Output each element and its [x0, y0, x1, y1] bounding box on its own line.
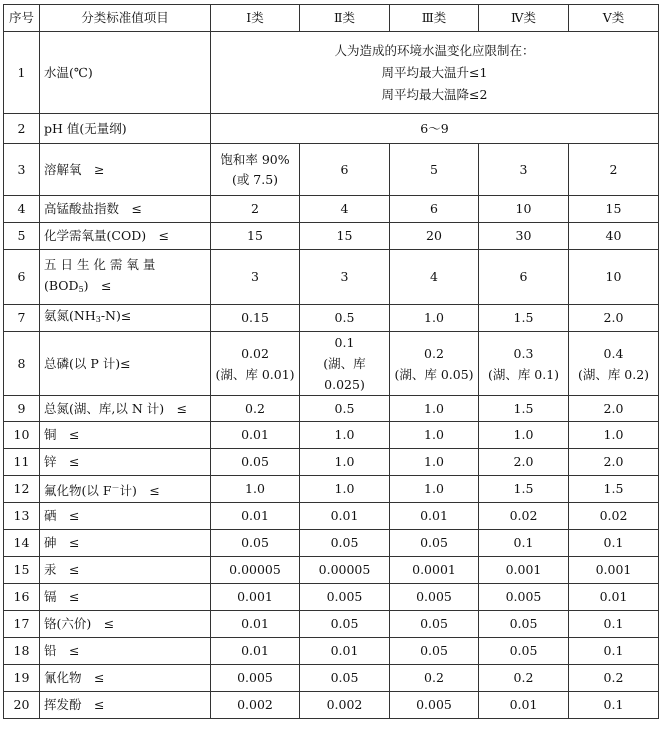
item-name: 总磷(以 P 计)≤	[40, 332, 211, 396]
item-name: 氰化物 ≤	[40, 665, 211, 692]
row-number: 5	[4, 223, 40, 250]
class-3-value: 0.05	[390, 530, 479, 557]
class-2-value: 0.01	[300, 638, 390, 665]
class-3-value: 0.0001	[390, 557, 479, 584]
table-row	[4, 32, 659, 114]
class-3-value: 1.0	[390, 396, 479, 422]
item-name: pH 值(无量纲)	[40, 114, 211, 144]
class-2-value: 0.5	[300, 396, 390, 422]
class-1-value: 0.001	[211, 584, 300, 611]
class-5-value: 1.0	[569, 422, 659, 449]
item-name: 高锰酸盐指数 ≤	[40, 196, 211, 223]
row-number: 3	[4, 144, 40, 196]
item-name	[40, 476, 211, 503]
class-2-value: 3	[300, 250, 390, 305]
class-4-value: 0.02	[479, 503, 569, 530]
table-row	[4, 305, 659, 332]
class-4-value	[479, 332, 569, 396]
header-item: 分类标准值项目	[40, 5, 211, 32]
class-5-value: 2.0	[569, 305, 659, 332]
class-3-value: 1.0	[390, 476, 479, 503]
class-3-value: 0.005	[390, 692, 479, 719]
table-row	[4, 611, 659, 638]
class-4-value: 6	[479, 250, 569, 305]
class-5-value: 0.1	[569, 611, 659, 638]
table-row	[4, 692, 659, 719]
class-5-value: 2	[569, 144, 659, 196]
item-name: 锌 ≤	[40, 449, 211, 476]
item-name-line: 五 日 生 化 需 氧 量	[44, 257, 156, 272]
class-4-value: 30	[479, 223, 569, 250]
row-number: 13	[4, 503, 40, 530]
class-4-value: 0.01	[479, 692, 569, 719]
class-2-value: 0.00005	[300, 557, 390, 584]
class-4-value: 0.001	[479, 557, 569, 584]
table-row	[4, 449, 659, 476]
item-name: 化学需氧量(COD) ≤	[40, 223, 211, 250]
class-1-value: 2	[211, 196, 300, 223]
item-name	[40, 250, 211, 305]
class-1-value: 0.05	[211, 449, 300, 476]
item-name: 溶解氧 ≥	[40, 144, 211, 196]
header-class-1: Ⅰ类	[211, 5, 300, 32]
value-line: 饱和率 90%	[220, 151, 290, 167]
item-name-part: (BOD	[44, 278, 79, 293]
class-5-value: 1.5	[569, 476, 659, 503]
class-4-value: 0.005	[479, 584, 569, 611]
table-row	[4, 223, 659, 250]
value-line: (湖、库 0.05)	[394, 366, 474, 382]
class-3-value: 20	[390, 223, 479, 250]
item-name: 铬(六价) ≤	[40, 611, 211, 638]
row-number: 7	[4, 305, 40, 332]
class-5-value: 0.2	[569, 665, 659, 692]
table-row	[4, 196, 659, 223]
class-1-value: 3	[211, 250, 300, 305]
class-1-value: 1.0	[211, 476, 300, 503]
class-5-value: 0.02	[569, 503, 659, 530]
class-1-value	[211, 144, 300, 196]
item-name: 总氮(湖、库,以 N 计) ≤	[40, 396, 211, 422]
row-number: 8	[4, 332, 40, 396]
class-1-value: 0.01	[211, 422, 300, 449]
value-line: (湖、库 0.2)	[577, 366, 650, 382]
class-5-value: 2.0	[569, 396, 659, 422]
class-3-value	[390, 332, 479, 396]
item-name: 水温(℃)	[40, 32, 211, 114]
class-5-value: 0.001	[569, 557, 659, 584]
table-row	[4, 530, 659, 557]
class-3-value: 1.0	[390, 305, 479, 332]
class-2-value: 0.01	[300, 503, 390, 530]
class-2-value: 0.05	[300, 530, 390, 557]
class-4-value: 0.1	[479, 530, 569, 557]
class-4-value: 0.05	[479, 611, 569, 638]
value-line: (湖、库 0.01)	[215, 366, 295, 382]
class-2-value	[300, 332, 390, 396]
water-quality-standard-table	[3, 4, 659, 719]
value-line: 人为造成的环境水温变化应限制在：	[334, 42, 535, 58]
row-number: 1	[4, 32, 40, 114]
row-number: 17	[4, 611, 40, 638]
class-1-value: 15	[211, 223, 300, 250]
class-3-value: 5	[390, 144, 479, 196]
value-line: 0.3	[513, 345, 534, 361]
class-3-value: 1.0	[390, 449, 479, 476]
value-line: 0.2	[424, 345, 444, 361]
class-4-value: 2.0	[479, 449, 569, 476]
class-2-value: 1.0	[300, 422, 390, 449]
row-number: 10	[4, 422, 40, 449]
value-line: 周平均最大温降≤2	[381, 86, 488, 102]
row-number: 2	[4, 114, 40, 144]
superscript: －	[111, 482, 120, 492]
merged-value-cell	[211, 32, 659, 114]
row-number: 15	[4, 557, 40, 584]
class-4-value: 0.2	[479, 665, 569, 692]
row-number: 18	[4, 638, 40, 665]
class-2-value: 1.0	[300, 476, 390, 503]
table-row	[4, 557, 659, 584]
value-line: (或 7.5)	[231, 171, 279, 187]
class-3-value: 0.05	[390, 611, 479, 638]
table-row	[4, 665, 659, 692]
item-name: 铜 ≤	[40, 422, 211, 449]
class-2-value: 6	[300, 144, 390, 196]
class-3-value: 0.01	[390, 503, 479, 530]
class-3-value: 0.05	[390, 638, 479, 665]
class-3-value: 6	[390, 196, 479, 223]
class-4-value: 1.0	[479, 422, 569, 449]
value-line: 0.4	[603, 345, 624, 361]
class-5-value: 2.0	[569, 449, 659, 476]
class-5-value: 40	[569, 223, 659, 250]
class-1-value: 0.01	[211, 611, 300, 638]
class-4-value: 3	[479, 144, 569, 196]
class-5-value: 15	[569, 196, 659, 223]
header-class-4: Ⅳ类	[479, 5, 569, 32]
row-number: 14	[4, 530, 40, 557]
item-name: 镉 ≤	[40, 584, 211, 611]
table-row	[4, 250, 659, 305]
class-5-value: 0.1	[569, 638, 659, 665]
row-number: 6	[4, 250, 40, 305]
row-number: 12	[4, 476, 40, 503]
class-1-value: 0.01	[211, 638, 300, 665]
class-4-value: 0.05	[479, 638, 569, 665]
class-4-value: 1.5	[479, 305, 569, 332]
header-row	[4, 5, 659, 32]
table-row	[4, 144, 659, 196]
header-class-5: Ⅴ类	[569, 5, 659, 32]
class-1-value: 0.01	[211, 503, 300, 530]
class-5-value: 0.1	[569, 530, 659, 557]
value-line: 0.02	[241, 345, 269, 361]
item-name: 铅 ≤	[40, 638, 211, 665]
value-line: (湖、库 0.1)	[487, 366, 560, 382]
class-1-value: 0.002	[211, 692, 300, 719]
class-4-value: 1.5	[479, 396, 569, 422]
item-name	[40, 305, 211, 332]
header-class-2: Ⅱ类	[300, 5, 390, 32]
class-5-value: 0.1	[569, 692, 659, 719]
item-name: 挥发酚 ≤	[40, 692, 211, 719]
class-2-value: 0.05	[300, 665, 390, 692]
item-name-part: 计) ≤	[119, 482, 160, 498]
table-row	[4, 503, 659, 530]
subscript: 5	[78, 285, 84, 294]
table-row	[4, 114, 659, 144]
table-row	[4, 638, 659, 665]
row-number: 20	[4, 692, 40, 719]
item-name-part: -N)≤	[100, 308, 132, 323]
item-name: 硒 ≤	[40, 503, 211, 530]
class-2-value: 0.005	[300, 584, 390, 611]
header-class-3: Ⅲ类	[390, 5, 479, 32]
value-line: (湖、库 0.025)	[323, 356, 366, 392]
class-5-value	[569, 332, 659, 396]
class-3-value: 4	[390, 250, 479, 305]
class-4-value: 10	[479, 196, 569, 223]
header-no: 序号	[4, 5, 40, 32]
class-1-value: 0.00005	[211, 557, 300, 584]
table-row	[4, 332, 659, 396]
class-5-value: 10	[569, 250, 659, 305]
class-5-value: 0.01	[569, 584, 659, 611]
item-name: 砷 ≤	[40, 530, 211, 557]
table-row	[4, 422, 659, 449]
class-1-value: 0.15	[211, 305, 300, 332]
item-name-part: ) ≤	[83, 278, 112, 293]
class-2-value: 15	[300, 223, 390, 250]
class-3-value: 0.2	[390, 665, 479, 692]
class-1-value: 0.05	[211, 530, 300, 557]
class-3-value: 0.005	[390, 584, 479, 611]
item-name-line	[44, 275, 206, 300]
class-3-value: 1.0	[390, 422, 479, 449]
class-1-value: 0.005	[211, 665, 300, 692]
value-line: 0.1	[334, 335, 355, 350]
merged-value-cell: 6～9	[211, 114, 659, 144]
class-4-value: 1.5	[479, 476, 569, 503]
row-number: 4	[4, 196, 40, 223]
item-name-part: 氨氮(NH	[44, 308, 96, 323]
class-1-value	[211, 332, 300, 396]
class-2-value: 4	[300, 196, 390, 223]
row-number: 11	[4, 449, 40, 476]
class-1-value: 0.2	[211, 396, 300, 422]
class-2-value: 0.002	[300, 692, 390, 719]
value-line: 周平均最大温升≤1	[381, 64, 488, 80]
subscript: 3	[95, 315, 101, 324]
item-name: 汞 ≤	[40, 557, 211, 584]
class-2-value: 0.05	[300, 611, 390, 638]
table-row	[4, 584, 659, 611]
table-row	[4, 476, 659, 503]
row-number: 19	[4, 665, 40, 692]
item-name-part: 氟化物(以 F	[44, 482, 112, 498]
row-number: 16	[4, 584, 40, 611]
class-2-value: 0.5	[300, 305, 390, 332]
row-number: 9	[4, 396, 40, 422]
class-2-value: 1.0	[300, 449, 390, 476]
table-row	[4, 396, 659, 422]
